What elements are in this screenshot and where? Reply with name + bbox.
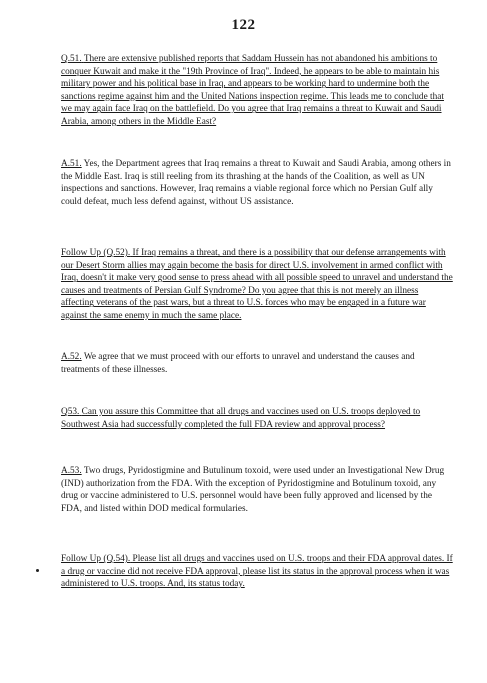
question-51-text: There are extensive published reports that Saddam Hussein has not abandoned his ambitions to conquer Kuwait and make it the "19th Province of Iraq". Indeed, he appears to be able to maintain his military power and his political base in Iraq, and appears to be working hard to undermine both the sanctions regime against him and the United Nations inspection regime. This leads me to conclude that we may again face Iraq on the battlefield. Do you agree that Iraq remains a threat to Kuwait and Saudi Arabia, among others in the Middle East? — [61, 54, 444, 127]
answer-52 — [61, 351, 453, 376]
question-52-text: If Iraq remains a threat, and there is a possibility that our defense arrangements with our Desert Storm allies may again become the basis for direct U.S. involvement in armed conflict with Iraq, doesn't it make very good sense to press ahead with all possible speed to unravel and understand the causes and treatments of Persian Gulf Syndrome? Do you agree that this is not merely an illness affecting veterans of the past wars, but a threat to U.S. forces who may be engaged in a future war against the same enemy in much the same place. — [61, 248, 453, 321]
answer-52-label: A.52. — [61, 352, 82, 362]
answer-51 — [61, 158, 453, 208]
answer-53 — [61, 465, 453, 515]
question-54-text: Please list all drugs and vaccines used on U.S. troops and their FDA approval dates. If a drug or vaccine did not receive FDA approval, please list its status in the approval process when it was administered to U.S. troops. And, its status today. — [61, 554, 453, 590]
answer-52-text: We agree that we must proceed with our efforts to unravel and understand the causes and treatments of these illnesses. — [61, 352, 415, 375]
question-53-text: Can you assure this Committee that all drugs and vaccines used on U.S. troops deployed to Southwest Asia had successfully completed the full FDA review and approval process? — [61, 407, 421, 430]
answer-51-label: A.51. — [61, 159, 82, 169]
question-54 — [61, 553, 453, 591]
question-52-label: Follow Up (Q.52). — [61, 248, 131, 258]
question-51-label: Q.51. — [61, 54, 82, 64]
question-53 — [61, 406, 453, 431]
answer-53-label: A.53. — [61, 466, 82, 476]
question-53-label: Q53. — [61, 407, 80, 417]
page-number: 122 — [231, 17, 256, 33]
margin-mark — [36, 569, 39, 572]
question-52 — [61, 247, 453, 323]
answer-53-text: Two drugs, Pyridostigmine and Butulinum toxoid, were used under an Investigational New Drug (IND) authorization from the FDA. With the exception of Pyridostigmine and Botulinum toxoid, any drug or vaccine administered to U.S. personnel would have been fully approved and licensed by the FDA, and listed within DOD medical formularies. — [61, 466, 445, 514]
answer-51-text: Yes, the Department agrees that Iraq remains a threat to Kuwait and Saudi Arabia, among others in the Middle East. Iraq is still reeling from its thrashing at the hands of the Coalition, as well as UN inspections and sanctions. However, Iraq remains a viable regional force which no Persian Gulf ally could defeat, much less defend against, without US assistance. — [61, 159, 451, 207]
question-54-label: Follow Up (Q.54). — [61, 554, 131, 564]
question-51 — [61, 53, 453, 129]
